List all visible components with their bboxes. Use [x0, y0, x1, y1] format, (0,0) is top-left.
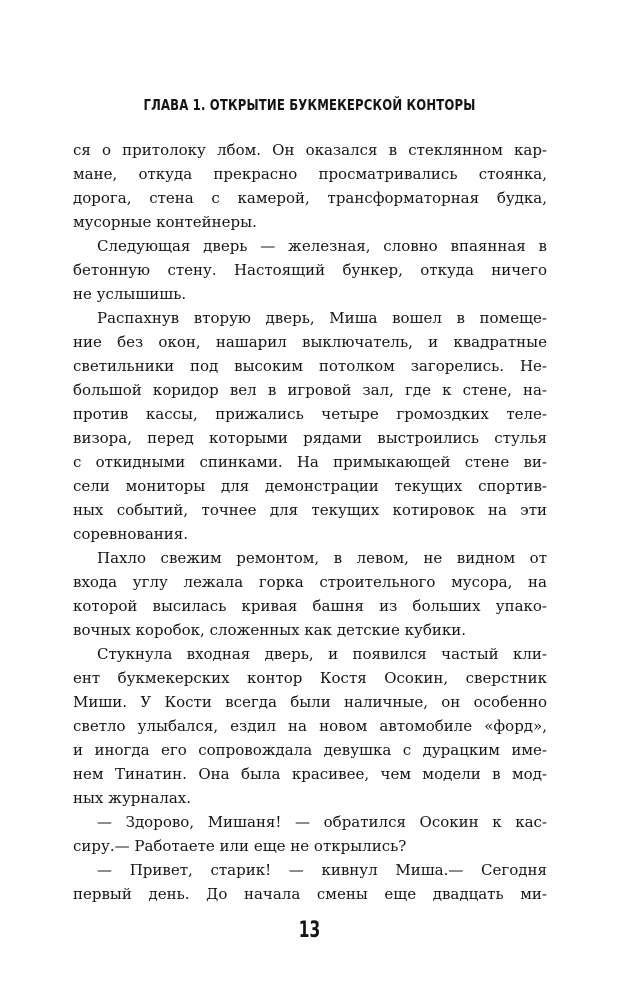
text-line: — Привет, старик! — кивнул Миша.— Сегодня	[97, 861, 547, 879]
text-line: и иногда его сопровождала девушка с дурацким име-	[73, 741, 547, 759]
text-line: Следующая дверь — железная, словно впаянная в	[97, 237, 547, 255]
text-line: вочных коробок, сложенных как детские кубики.	[73, 621, 467, 639]
text-line: не услышишь.	[73, 285, 187, 303]
text-line: бетонную стену. Настоящий бункер, откуда ничего	[73, 261, 547, 279]
text-line: нем Тинатин. Она была красивее, чем модели в мод-	[73, 765, 547, 783]
text-line: Миши. У Кости всегда были наличные, он особенно	[73, 693, 547, 711]
page-number: 13	[298, 918, 321, 943]
body-text	[73, 138, 547, 906]
text-line: — Здорово, Мишаня! — обратился Осокин к кас-	[97, 813, 547, 831]
text-line: сиру.— Работаете или еще не открылись?	[73, 837, 407, 855]
text-line: визора, перед которыми рядами выстроились стулья	[73, 429, 547, 447]
text-line: Распахнув вторую дверь, Миша вошел в помеще-	[97, 309, 547, 327]
text-line: соревнования.	[73, 525, 188, 543]
text-line: ние без окон, нашарил выключатель, и квадратные	[73, 333, 547, 351]
running-header: ГЛАВА 1. ОТКРЫТИЕ БУКМЕКЕРСКОЙ КОНТОРЫ	[143, 96, 476, 114]
text-line: ных событий, точнее для текущих котировок на эти	[73, 501, 547, 519]
text-line: с откидными спинками. На примыкающей стене ви-	[73, 453, 547, 471]
text-line: светильники под высоким потолком загорелись. Не-	[73, 357, 547, 375]
text-line: мане, откуда прекрасно просматривались стоянка,	[73, 165, 547, 183]
text-line: против кассы, прижались четыре громоздких теле-	[73, 405, 547, 423]
text-line: Стукнула входная дверь, и появился частый кли-	[97, 645, 547, 663]
text-line: мусорные контейнеры.	[73, 213, 257, 231]
text-line: большой коридор вел в игровой зал, где к стене, на-	[73, 381, 547, 399]
text-line: светло улыбался, ездил на новом автомобиле «форд»,	[73, 717, 547, 735]
text-line: ент букмекерских контор Костя Осокин, сверстник	[73, 669, 547, 687]
text-line: которой высилась кривая башня из больших упако-	[73, 597, 547, 615]
text-line: Пахло свежим ремонтом, в левом, не видном от	[97, 549, 547, 567]
text-line: дорога, стена с камерой, трансформаторная будка,	[73, 189, 547, 207]
text-line: ся о притолоку лбом. Он оказался в стеклянном кар-	[73, 141, 547, 159]
text-line: ных журналах.	[73, 789, 192, 807]
text-line: сели мониторы для демонстрации текущих спортив-	[73, 477, 547, 495]
text-line: входа углу лежала горка строительного мусора, на	[73, 573, 547, 591]
text-line: первый день. До начала смены еще двадцать ми-	[73, 885, 547, 903]
